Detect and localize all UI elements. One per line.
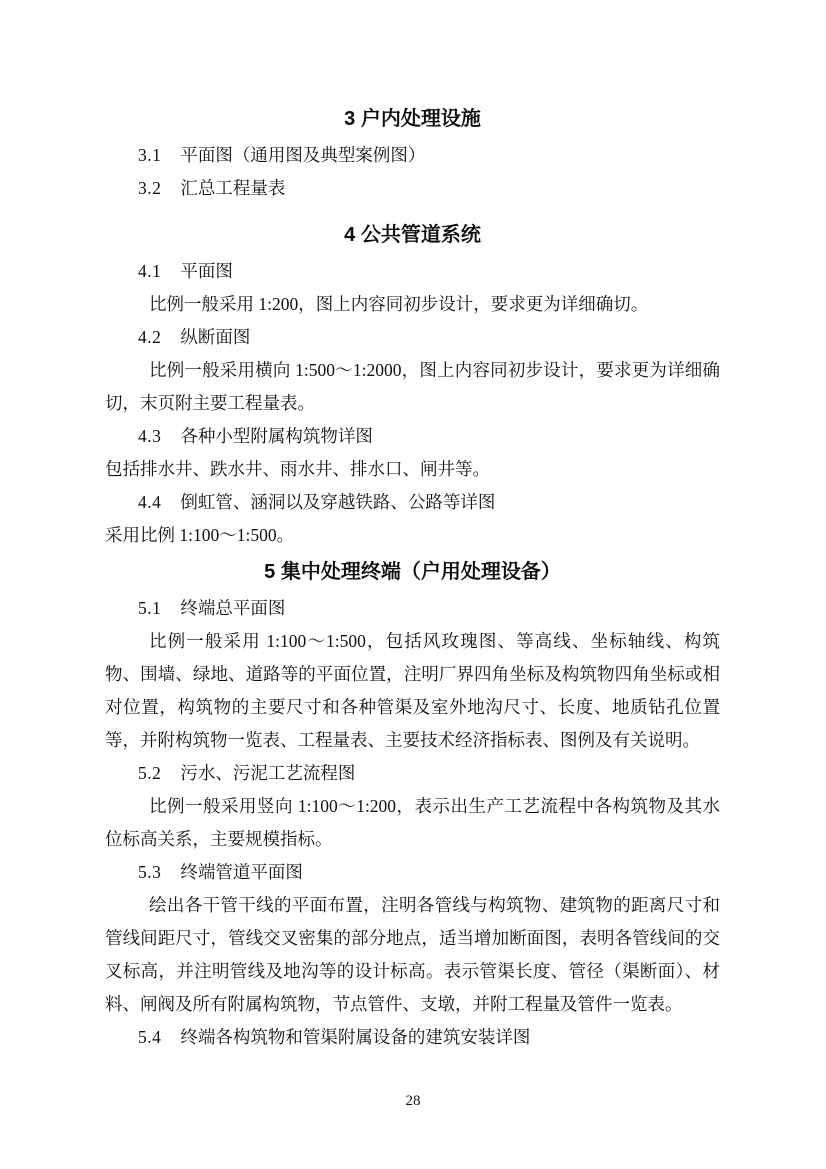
item-5-1-number: 5.1 [138,598,162,618]
item-5-1-title: 终端总平面图 [180,598,286,618]
item-4-4-description: 采用比例 1:100～1:500。 [105,525,295,545]
section-heading-3: 3 户内处理设施 [344,108,481,130]
item-3-1-number: 3.1 [138,145,162,165]
item-4-1-title: 平面图 [180,261,233,281]
item-4-3 [105,420,720,453]
item-5-1-description: 比例一般采用 1:100～1:500，包括风玫瑰图、等高线、坐标轴线、构筑物、围墙、绿地、道路等的平面位置，注明厂界四角坐标及构筑物四角坐标或相对位置，构筑物的主要尺寸和各种管渠及室外地沟尺寸、长度、地质钻孔位置等，并附构筑物一览表、工程量表、主要技术经济指标表、图例及有关说明。 [105,631,720,750]
item-3-2 [105,172,720,205]
section-heading-5: 5 集中处理终端（户用处理设备） [264,561,561,583]
item-4-4-number: 4.4 [138,492,162,512]
item-5-2-description: 比例一般采用竖向 1:100～1:200，表示出生产工艺流程中各构筑物及其水位标高关系，主要规模指标。 [105,796,720,849]
item-4-2-number: 4.2 [138,327,162,347]
item-5-3-number: 5.3 [138,862,162,882]
item-5-4-number: 5.4 [138,1027,162,1047]
item-4-1-description: 比例一般采用 1:200，图上内容同初步设计，要求更为详细确切。 [149,294,649,314]
item-4-3-number: 4.3 [138,426,162,446]
item-3-1-title: 平面图（通用图及典型案例图） [180,145,426,165]
item-4-2-title: 纵断面图 [180,327,251,347]
section-heading-4: 4 公共管道系统 [344,224,481,246]
item-5-2 [105,757,720,790]
item-5-2-number: 5.2 [138,763,162,783]
item-3-2-number: 3.2 [138,178,162,198]
item-4-3-description: 包括排水井、跌水井、雨水井、排水口、闸井等。 [105,459,490,479]
item-4-3-title: 各种小型附属构筑物详图 [180,426,373,446]
item-4-2 [105,321,720,354]
page-number: 28 [405,1093,421,1109]
item-5-4 [105,1021,720,1054]
item-5-1 [105,592,720,625]
item-3-2-title: 汇总工程量表 [180,178,286,198]
item-5-3-title: 终端管道平面图 [180,862,303,882]
item-5-4-title: 终端各构筑物和管渠附属设备的建筑安装详图 [180,1027,531,1047]
item-4-4-title: 倒虹管、涵洞以及穿越铁路、公路等详图 [180,492,496,512]
item-5-2-title: 污水、污泥工艺流程图 [180,763,356,783]
item-4-1-number: 4.1 [138,261,162,281]
item-3-1 [105,139,720,172]
item-4-2-description: 比例一般采用横向 1:500～1:2000，图上内容同初步设计，要求更为详细确切，末页附主要工程量表。 [105,360,720,413]
item-4-1 [105,255,720,288]
item-5-3-description: 绘出各干管干线的平面布置，注明各管线与构筑物、建筑物的距离尺寸和管线间距尺寸，管线交叉密集的部分地点，适当增加断面图，表明各管线间的交叉标高，并注明管线及地沟等的设计标高。表示管渠长度、管径（渠断面）、材料、闸阀及所有附属构筑物，节点管件、支墩，并附工程量及管件一览表。 [105,895,720,1014]
item-4-4 [105,486,720,519]
item-5-3 [105,856,720,889]
